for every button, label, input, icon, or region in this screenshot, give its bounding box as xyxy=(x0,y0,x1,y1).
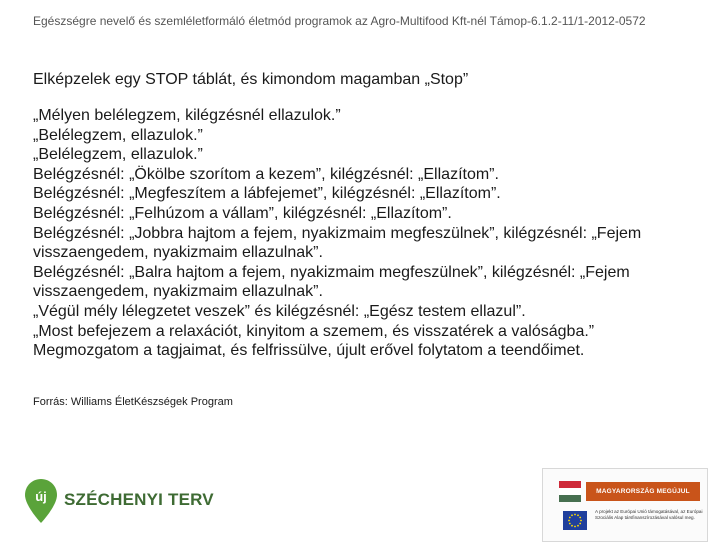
uj-badge-text: új xyxy=(35,489,47,504)
uj-badge-icon xyxy=(24,478,58,522)
text-line: Megmozgatom a tagjaimat, és felfrissülve, újult erővel folytatom a teendőimet. xyxy=(33,342,585,360)
text-line: Belégzésnél: „Balra hajtom a fejem, nyakizmaim megfeszülnek”, kilégzésnél: „Fejem visszaengedem, nyakizmaim ellazulnak”. xyxy=(33,263,630,301)
text-line: „Mélyen belélegzem, kilégzésnél ellazulok.” xyxy=(33,107,341,124)
magyarorszag-megujul-logo xyxy=(542,468,708,542)
text-line: „Most befejezem a relaxációt, kinyitom a szemem, és visszatérek a valóságba.” xyxy=(33,322,595,340)
text-line: „Belélegzem, ellazulok.” xyxy=(33,146,203,164)
hungarian-flag-icon xyxy=(559,481,581,502)
szechenyi-terv-logo xyxy=(24,476,214,524)
source-note: Forrás: Williams ÉletKészségek Program xyxy=(33,396,233,408)
text-line: Belégzésnél: „Megfeszítem a lábfejemet”, kilégzésnél: „Ellazítom”. xyxy=(33,185,501,203)
relaxation-text xyxy=(33,106,663,361)
text-line: Belégzésnél: „Felhúzom a vállam”, kilégzésnél: „Ellazítom”. xyxy=(33,204,452,222)
eu-funding-text: A projekt az Európai Unió támogatásával, az Európai Szociális Alap társfinanszírozásával valósul meg. xyxy=(595,509,703,520)
text-line: Belégzésnél: „Ökölbe szorítom a kezem”, kilégzésnél: „Ellazítom”. xyxy=(33,165,499,183)
text-line: „Belélegzem, ellazulok.” xyxy=(33,126,203,144)
text-line: „Végül mély lélegzetet veszek” és kilégzésnél: „Egész testem ellazul”. xyxy=(33,302,526,320)
intro-line: Elképzelek egy STOP táblát, és kimondom magamban „Stop” xyxy=(33,71,469,88)
text-line: Belégzésnél: „Jobbra hajtom a fejem, nyakizmaim megfeszülnek”, kilégzésnél: „Fejem visszaengedem, nyakizmaim ellazulnak”. xyxy=(33,224,642,262)
szechenyi-terv-text: SZÉCHENYI TERV xyxy=(64,490,214,509)
megujul-banner: MAGYARORSZÁG MEGÚJUL xyxy=(586,482,700,501)
eu-flag-icon xyxy=(563,511,587,530)
page-header: Egészségre nevelő és szemléletformáló életmód programok az Agro-Multifood Kft-nél Támop-6.1.2-11/1-2012-0572 xyxy=(33,14,646,28)
